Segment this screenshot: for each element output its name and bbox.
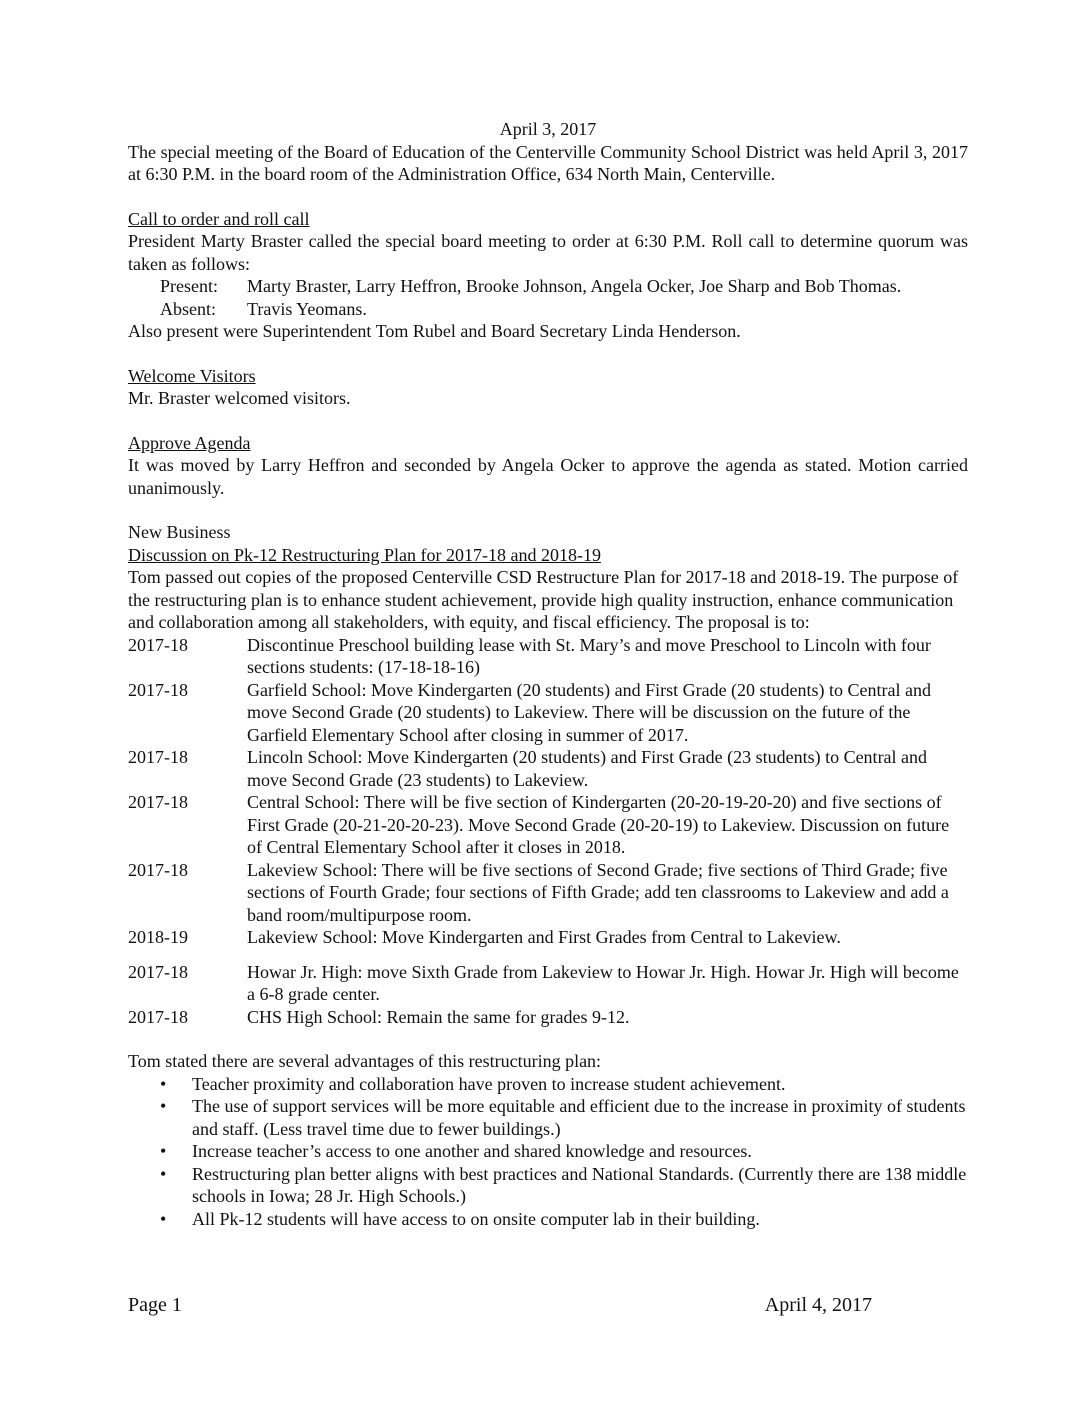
intro-paragraph: The special meeting of the Board of Education of the Centerville Community School District was held April 3, 2017 at 6:30 P.M. in the board room of the Administration Office, 634 North Main, Centerville.: [128, 141, 968, 184]
plan-text: CHS High School: Remain the same for grades 9-12.: [247, 1006, 630, 1027]
footer-date: April 4, 2017: [764, 1294, 872, 1316]
present-label: Present:: [160, 276, 218, 296]
list-item: [128, 1140, 968, 1163]
plan-text: Central School: There will be five section of Kindergarten (20-20-19-20-20) and five sections of First Grade (20-21-20-20-23). Move Second Grade (20-20-19) to Lakeview. Discussion on future of Central Elementary School after it closes in 2018.: [247, 792, 950, 857]
page-footer: [128, 1294, 872, 1317]
agenda-heading: Approve Agenda: [128, 432, 251, 453]
list-item: [128, 1163, 968, 1208]
present-names: Marty Braster, Larry Heffron, Brooke Johnson, Angela Ocker, Joe Sharp and Bob Thomas.: [247, 276, 902, 296]
agenda-text: It was moved by Larry Heffron and seconded by Angela Ocker to approve the agenda as stated. Motion carried unanimously.: [128, 455, 968, 498]
advantage-text: Increase teacher’s access to one another and shared knowledge and resources.: [192, 1141, 752, 1161]
plan-list: [128, 634, 968, 1029]
plan-row: [128, 1006, 968, 1029]
plan-text: Discontinue Preschool building lease with St. Mary’s and move Preschool to Lincoln with four sections students: (17-18-18-16): [247, 634, 931, 677]
bullet-icon: •: [160, 1096, 167, 1116]
bullet-icon: •: [160, 1208, 167, 1229]
plan-text: Lakeview School: There will be five sections of Second Grade; five sections of Third Grade; five sections of Fourth Grade; four sections of Fifth Grade; add ten classrooms to Lakeview and add a band room/multipurpose room.: [247, 859, 949, 925]
call-to-order-heading: Call to order and roll call: [128, 208, 310, 229]
absent-names: Travis Yeomans.: [247, 298, 367, 319]
new-business-heading: New Business: [128, 522, 231, 542]
list-item: [128, 1073, 968, 1096]
bullet-icon: •: [160, 1073, 167, 1094]
plan-year: 2017-18: [128, 747, 188, 767]
plan-text: Garfield School: Move Kindergarten (20 students) and First Grade (20 students) to Central and move Second Grade (20 students) to Lakeview. There will be discussion on the future of the Garfield Elementary School after closing in summer of 2017.: [247, 679, 932, 745]
advantage-text: Restructuring plan better aligns with best practices and National Standards. (Currently there are 138 middle schools in Iowa; 28 Jr. High Schools.): [192, 1163, 967, 1206]
list-item: [128, 1095, 968, 1140]
advantage-text: All Pk-12 students will have access to on onsite computer lab in their building.: [192, 1208, 760, 1229]
advantages-intro: Tom stated there are several advantages of this restructuring plan:: [128, 1051, 602, 1071]
plan-year: 2017-18: [128, 859, 188, 880]
plan-row: [128, 791, 968, 859]
plan-year: 2017-18: [128, 679, 188, 700]
also-present-text: Also present were Superintendent Tom Rubel and Board Secretary Linda Henderson.: [128, 321, 741, 341]
advantages-list: [128, 1073, 968, 1231]
plan-row: [128, 634, 968, 679]
plan-year: 2018-19: [128, 927, 188, 947]
absent-row: [128, 298, 968, 321]
bullet-icon: •: [160, 1141, 167, 1161]
restructuring-subheading: Discussion on Pk-12 Restructuring Plan for 2017-18 and 2018-19: [128, 544, 601, 565]
plan-text: Howar Jr. High: move Sixth Grade from Lakeview to Howar Jr. High. Howar Jr. High will become a 6-8 grade center.: [247, 961, 959, 1004]
plan-year: 2017-18: [128, 634, 188, 655]
absent-label: Absent:: [160, 298, 216, 319]
page-number: Page 1: [128, 1294, 182, 1316]
list-item: [128, 1208, 968, 1231]
plan-row: [128, 679, 968, 747]
plan-row: [128, 961, 968, 1006]
plan-row: [128, 859, 968, 927]
plan-text: Lakeview School: Move Kindergarten and First Grades from Central to Lakeview.: [247, 927, 841, 947]
plan-text: Lincoln School: Move Kindergarten (20 students) and First Grade (23 students) to Central and move Second Grade (23 students) to Lakeview.: [247, 747, 928, 790]
plan-year: 2017-18: [128, 1006, 188, 1027]
document-page: [128, 118, 968, 1230]
plan-year: 2017-18: [128, 792, 188, 812]
bullet-icon: •: [160, 1163, 167, 1184]
welcome-text: Mr. Braster welcomed visitors.: [128, 388, 351, 408]
plan-row: [128, 926, 968, 949]
plan-row: [128, 746, 968, 791]
restructuring-text: Tom passed out copies of the proposed Centerville CSD Restructure Plan for 2017-18 and 2018-19. The purpose of the restructuring plan is to enhance student achievement, provide high quality instruction, enhance communication and collaboration among all stakeholders, with equity, and fiscal efficiency. The proposal is to:: [128, 567, 959, 632]
advantage-text: Teacher proximity and collaboration have proven to increase student achievement.: [192, 1073, 786, 1094]
present-row: [128, 275, 968, 298]
welcome-heading: Welcome Visitors: [128, 365, 256, 386]
meeting-date: April 3, 2017: [499, 119, 597, 139]
advantage-text: The use of support services will be more equitable and efficient due to the increase in proximity of students and staff. (Less travel time due to fewer buildings.): [192, 1096, 966, 1139]
plan-year: 2017-18: [128, 961, 188, 982]
call-to-order-text: President Marty Braster called the special board meeting to order at 6:30 P.M. Roll call to determine quorum was taken as follows:: [128, 231, 968, 274]
